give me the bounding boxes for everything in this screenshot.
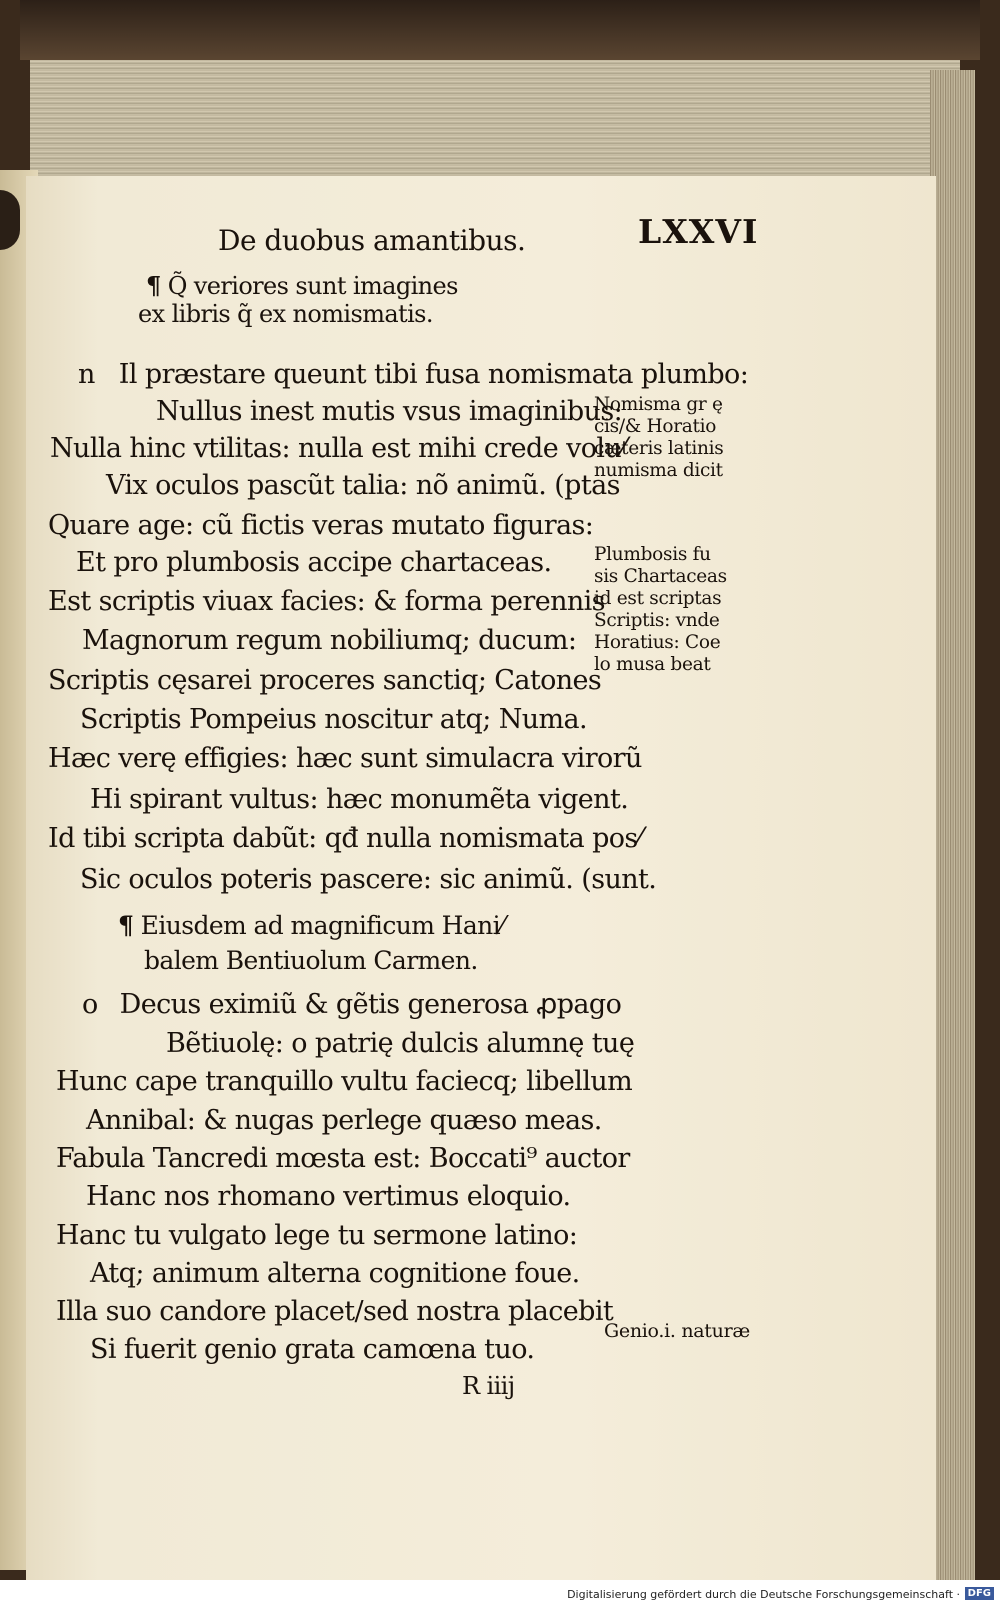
book-page <box>26 176 936 1580</box>
verse-line: Vix oculos pascũt talia: nõ animũ. (ptas <box>106 470 620 501</box>
note-line: cis/& Horatio <box>594 416 717 437</box>
marginal-note-1 <box>594 394 723 482</box>
verse-line: Hunc cape tranquillo vultu faciecq; libellum <box>56 1066 633 1097</box>
verse-line: Bẽtiuolę: o patrię dulcis alumnę tuę <box>166 1028 635 1059</box>
note-line: Scriptis: vnde <box>594 610 720 631</box>
verse-line: Atq; animum alterna cognitione foue. <box>90 1258 580 1289</box>
note-line: numisma dicit <box>594 460 723 481</box>
note-line: Horatius: Coe <box>594 632 721 653</box>
pilcrow-icon: ¶ <box>146 271 161 300</box>
verse-line: Id tibi scripta dabũt: qđ nulla nomismata pos⁄ <box>48 823 642 854</box>
verse-line: Quare age: cũ fictis veras mutato figuras: <box>48 510 594 541</box>
pilcrow-icon: ¶ <box>118 911 134 940</box>
footer-bar <box>0 1580 1000 1611</box>
marginal-note-3: Genio.i. naturæ <box>604 1320 750 1342</box>
page-edges-right <box>930 70 975 1580</box>
verse-line: Et pro plumbosis accipe chartaceas. <box>76 547 552 578</box>
verse-line <box>82 989 621 1020</box>
section-heading-2-text: Eiusdem ad magnificum Hani⁄ <box>140 911 504 940</box>
folio-number: LXXVI <box>638 212 759 251</box>
verse-line: Illa suo candore placet/sed nostra placebit <box>56 1296 614 1327</box>
section-heading-2-line-1 <box>118 911 504 940</box>
signature-mark: R iiij <box>462 1372 515 1400</box>
verse-line: Magnorum regum nobiliumq; ducum: <box>82 625 577 656</box>
note-line: sis Chartaceas <box>594 566 727 587</box>
page-edges-top <box>30 60 960 190</box>
verse-line <box>78 359 748 390</box>
verse-line: Nulla hinc vtilitas: nulla est mihi crede volu⁄ <box>50 433 626 464</box>
verse-line: Annibal: & nugas perlege quæso meas. <box>86 1105 602 1136</box>
verse-initial: n <box>78 359 95 390</box>
verse-text: Decus eximiũ & gẽtis generosa ꝓpago <box>119 989 622 1020</box>
note-line: Plumbosis fu <box>594 544 711 565</box>
note-line: cæteris latinis <box>594 438 724 459</box>
verse-line: Nullus inest mutis vsus imaginibus: <box>156 396 623 427</box>
verse-line: Hanc tu vulgato lege tu sermone latino: <box>56 1220 578 1251</box>
verse-initial: o <box>82 989 98 1020</box>
note-line: id est scriptas <box>594 588 722 609</box>
verse-line: Scriptis cęsarei proceres sanctiq; Catones <box>48 665 602 696</box>
verse-line: Scriptis Pompeius noscitur atq; Numa. <box>80 704 588 735</box>
verse-line: Si fuerit genio grata camœna tuo. <box>90 1334 535 1365</box>
verse-text: Il præstare queunt tibi fusa nomismata plumbo: <box>118 359 749 390</box>
verse-line: Est scriptis viuax facies: & forma perennis <box>48 586 605 617</box>
funding-credit: Digitalisierung gefördert durch die Deutsche Forschungsgemeinschaft · <box>567 1588 960 1601</box>
verse-line: Hæc verę effigies: hæc sunt simulacra virorũ <box>48 743 642 774</box>
marginal-note-2 <box>594 544 727 676</box>
section-heading-line-2: ex libris q̃ ex nomismatis. <box>138 300 433 328</box>
section-heading-line-1 <box>146 271 458 300</box>
verse-line: Hi spirant vultus: hæc monumẽta vigent. <box>90 784 629 815</box>
note-line: Nomisma gr ę <box>594 394 723 415</box>
note-line: lo musa beat <box>594 654 711 675</box>
verse-line: Hanc nos rhomano vertimus eloquio. <box>86 1181 571 1212</box>
section-heading-text: Q̃ veriores sunt imagines <box>167 272 458 300</box>
book-cover-top <box>20 0 980 60</box>
verse-line: Sic oculos poteris pascere: sic animũ. (sunt. <box>80 864 657 895</box>
running-title: De duobus amantibus. <box>218 224 526 257</box>
section-heading-2-line-2: balem Bentiuolum Carmen. <box>144 946 478 975</box>
dfg-logo: DFG <box>965 1587 994 1600</box>
verse-line: Fabula Tancredi mœsta est: Boccati⁹ auctor <box>56 1143 630 1174</box>
